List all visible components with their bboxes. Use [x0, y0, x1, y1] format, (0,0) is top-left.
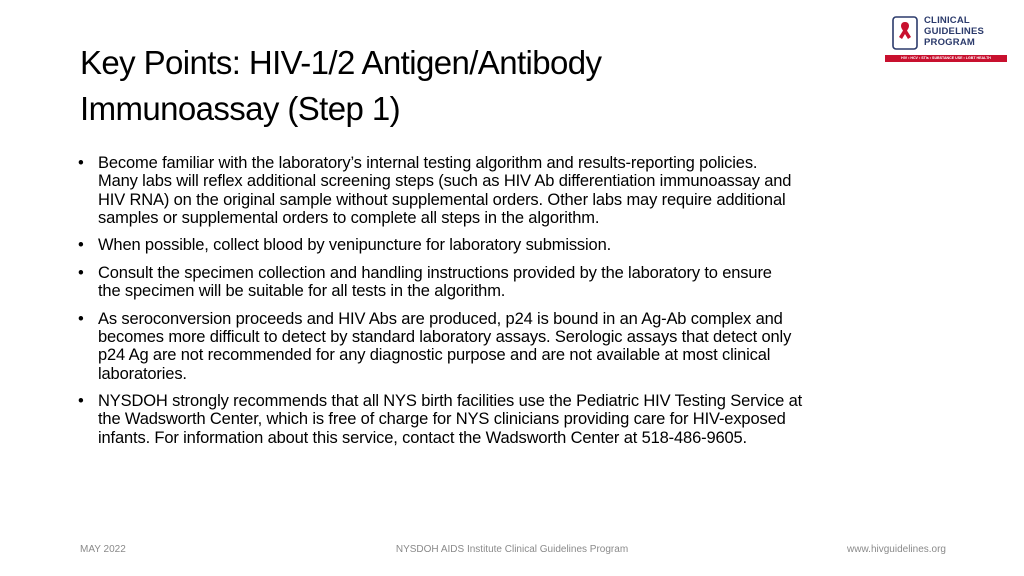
bullet-text-line: samples or supplemental orders to complete all steps in the algorithm. [98, 208, 600, 227]
bullet-item [78, 236, 958, 254]
footer-date: MAY 2022 [80, 544, 126, 555]
clinical-guidelines-program-logo [884, 12, 1008, 64]
logo-text-line: PROGRAM [924, 37, 976, 48]
footer-website-link[interactable]: www.hivguidelines.org [847, 544, 946, 555]
bullet-text-line: infants. For information about this service, contact the Wadsworth Center at 518-486-9605. [98, 428, 747, 447]
bullet-dot: • [78, 392, 84, 411]
bullet-item [78, 310, 958, 383]
bullet-text-line: HIV RNA) on the original sample without supplemental orders. Other labs may require additional [98, 190, 786, 209]
logo-text-line: CLINICAL [924, 15, 970, 26]
bullet-item [78, 392, 958, 447]
bullet-text-line: NYSDOH strongly recommends that all NYS birth facilities use the Pediatric HIV Testing Service at [98, 392, 803, 411]
bullet-text-line: Many labs will reflex additional screening steps (such as HIV Ab differentiation immunoassay and [98, 172, 792, 191]
bullet-text-line: Become familiar with the laboratory’s internal testing algorithm and results-reporting policies. [98, 154, 758, 172]
footer-program-name: NYSDOH AIDS Institute Clinical Guidelines Program [395, 544, 629, 555]
bullet-text-line: the Wadsworth Center, which is free of charge for NYS clinicians providing care for HIV-exposed [98, 410, 786, 429]
bullet-text-line: the specimen will be suitable for all tests in the algorithm. [98, 282, 506, 301]
bullet-dot: • [78, 236, 84, 255]
logo-text-line: GUIDELINES [924, 26, 985, 37]
slide-title-line: Key Points: HIV-1/2 Antigen/Antibody [80, 44, 602, 81]
bullet-dot: • [78, 154, 84, 172]
bullet-dot: • [78, 309, 84, 328]
bullet-text-line: becomes more difficult to detect by standard laboratory assays. Serologic assays that detect only [98, 327, 792, 346]
logo-tagline-band: HIV • HCV • STIs • SUBSTANCE USE • LGBT HEALTH [885, 55, 1007, 62]
bullet-item [78, 264, 958, 301]
logo-text [924, 15, 984, 48]
bullet-text-line: When possible, collect blood by venipuncture for laboratory submission. [98, 236, 612, 255]
slide-title-line: Immunoassay (Step 1) [80, 90, 400, 127]
bullet-text-line: p24 Ag are not recommended for any diagnostic purpose and are not available at most clinical [98, 346, 771, 365]
key-points-list [78, 154, 958, 456]
red-ribbon-icon [892, 16, 918, 50]
bullet-item [78, 154, 958, 227]
bullet-text-line: As seroconversion proceeds and HIV Abs are produced, p24 is bound in an Ag-Ab complex and [98, 309, 783, 328]
slide-title [80, 40, 840, 132]
bullet-dot: • [78, 263, 84, 282]
bullet-text-line: Consult the specimen collection and handling instructions provided by the laboratory to ensure [98, 263, 772, 282]
bullet-text-line: laboratories. [98, 364, 187, 383]
